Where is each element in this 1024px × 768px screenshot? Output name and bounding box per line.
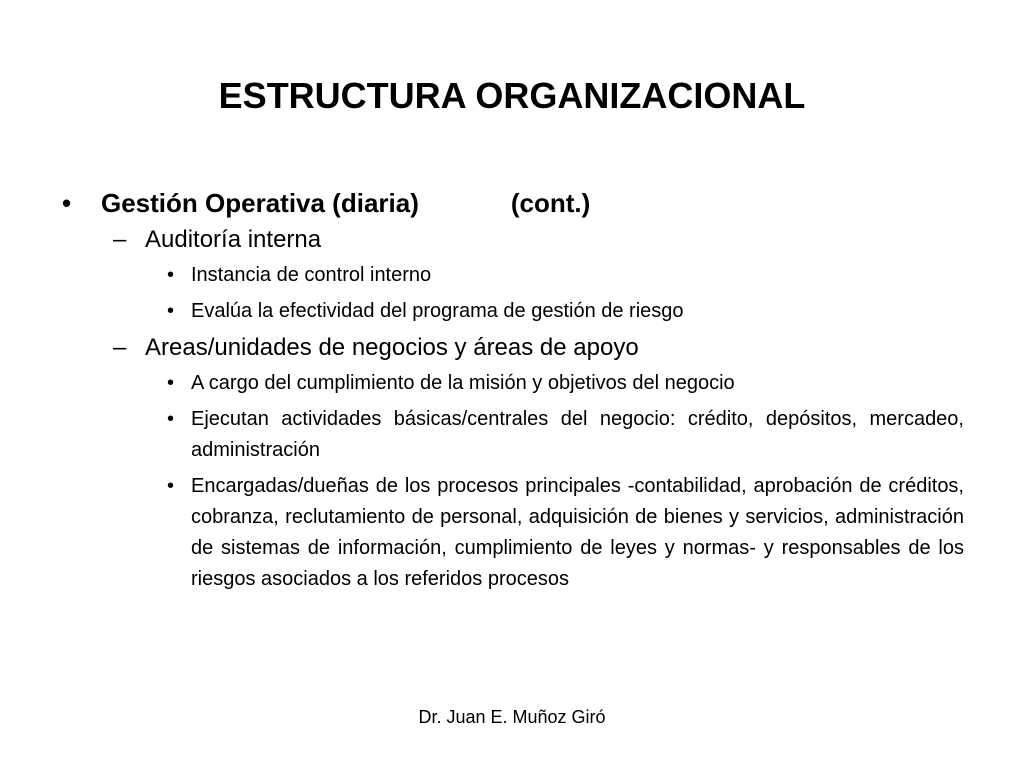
footer-author: Dr. Juan E. Muñoz Giró <box>418 707 606 727</box>
subsection-heading <box>60 331 964 365</box>
list-item-text: Ejecutan actividades básicas/centrales del negocio: crédito, depósitos, mercadeo, administración <box>191 408 964 461</box>
bullet-icon: • <box>167 300 175 322</box>
list-item-text: A cargo del cumplimiento de la misión y objetivos del negocio <box>191 372 735 394</box>
list-item <box>60 471 964 595</box>
list-item-text: Evalúa la efectividad del programa de gestión de riesgo <box>191 300 684 322</box>
bullet-icon: • <box>167 264 175 286</box>
section-heading-suffix: (cont.) <box>510 188 591 218</box>
list-item <box>60 296 964 327</box>
bullet-icon: • <box>167 372 175 394</box>
section-heading <box>60 183 964 223</box>
list-item-text: Encargadas/dueñas de los procesos principales -contabilidad, aprobación de créditos, cobranza, reclutamiento de personal, adquisición de bienes y servicios, administración de sistemas de información, cumplimiento de leyes y normas- y responsables de los riesgos asociados a los referidos procesos <box>191 475 964 590</box>
subsection-label: Auditoría interna <box>145 226 322 253</box>
bullet-icon: • <box>167 475 175 497</box>
dash-icon: – <box>113 226 127 253</box>
bullet-icon: • <box>62 188 72 218</box>
list-item <box>60 260 964 291</box>
list-item-text: Instancia de control interno <box>191 264 432 286</box>
slide-title: ESTRUCTURA ORGANIZACIONAL <box>218 75 806 116</box>
dash-icon: – <box>113 334 127 361</box>
slide-body <box>60 183 964 595</box>
subsection-label: Areas/unidades de negocios y áreas de apoyo <box>145 334 639 361</box>
subsection-heading <box>60 223 964 257</box>
bullet-icon: • <box>167 408 175 430</box>
section-heading-text: Gestión Operativa (diaria) <box>101 188 419 218</box>
list-item <box>60 404 964 466</box>
list-item <box>60 368 964 399</box>
